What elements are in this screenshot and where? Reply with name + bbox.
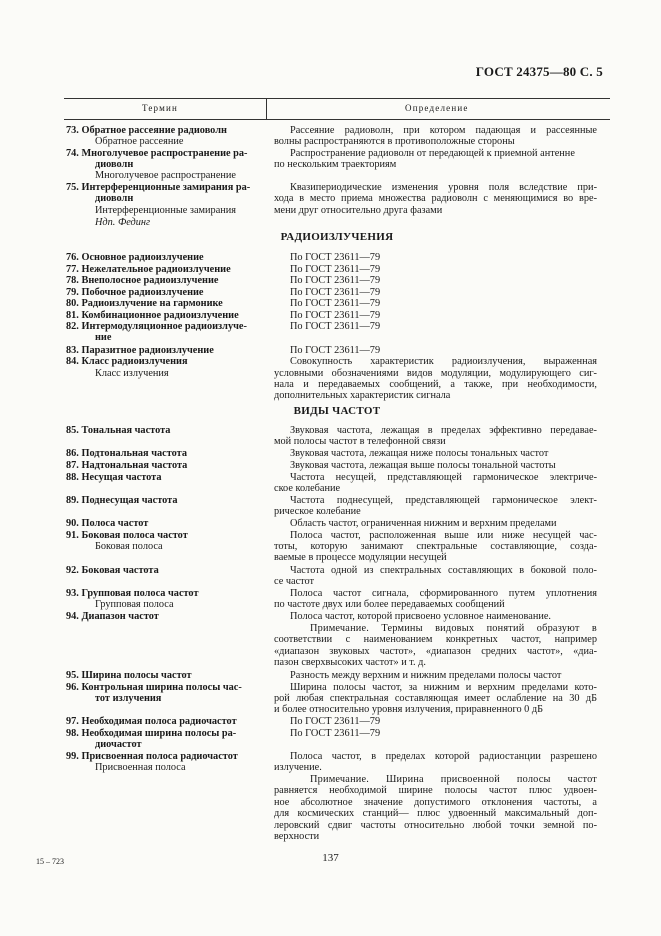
- def-80: По ГОСТ 23611—79: [290, 298, 381, 309]
- term-87: 87. Надтональная частота: [66, 460, 188, 471]
- def-78: По ГОСТ 23611—79: [290, 275, 381, 286]
- def-99-line-6: для космических станций— плюс удвоенный максимальный доп-: [274, 808, 597, 819]
- def-99-line-7: леровский сдвиг частоты относительно любой точки земной по-: [274, 820, 597, 831]
- term-80: 80. Радиоизлучение на гармонике: [66, 298, 223, 309]
- def-77: По ГОСТ 23611—79: [290, 264, 381, 275]
- term-90: 90. Полоса частот: [66, 518, 149, 529]
- column-header-term: Термин: [142, 103, 179, 113]
- column-header-definition: Определение: [405, 103, 469, 113]
- term-96-line-1: 96. Контрольная ширина полосы час-: [66, 682, 242, 693]
- term-78: 78. Внеполосное радиоизлучение: [66, 275, 219, 286]
- def-94-line-4: «диапазон звуковых частот», «диапазон средних частот», «диа-: [274, 646, 597, 657]
- def-88-line-2: ское колебание: [274, 483, 341, 494]
- def-93-line-2: по частоте двух или более передаваемых сообщений: [274, 599, 505, 610]
- def-99-line-4: равняется необходимой ширине полосы частот плюс удвоен-: [274, 785, 597, 796]
- def-82: По ГОСТ 23611—79: [290, 321, 381, 332]
- term-92: 92. Боковая частота: [66, 565, 159, 576]
- footer-code: 15 – 723: [36, 857, 64, 866]
- def-99-line-1: Полоса частот, в пределах которой радиостанции разрешено: [290, 751, 597, 762]
- def-84-line-3: нала и передаваемых сообщений, а также, при необходимости,: [274, 379, 597, 390]
- term-74-alt: Многолучевое распространение: [95, 170, 236, 181]
- def-97: По ГОСТ 23611—79: [290, 716, 381, 727]
- term-88: 88. Несущая частота: [66, 472, 162, 483]
- def-75-line-1: Квазипериодические изменения уровня поля вследствие при-: [290, 182, 597, 193]
- def-92-line-1: Частота одной из спектральных составляющих в боковой поло-: [290, 565, 597, 576]
- def-91-line-3: ваемые в процессе модуляции несущей: [274, 552, 447, 563]
- def-73-line-2: волны распространяются в противоположные стороны: [274, 136, 515, 147]
- def-85-line-1: Звуковая частота, лежащая в пределах эффективно передавае-: [290, 425, 597, 436]
- def-83: По ГОСТ 23611—79: [290, 345, 381, 356]
- def-76: По ГОСТ 23611—79: [290, 252, 381, 263]
- def-88-line-1: Частота несущей, представляющей гармоническое электриче-: [290, 472, 597, 483]
- def-93-line-1: Полоса частот сигнала, сформированного путем уплотнения: [290, 588, 597, 599]
- section-heading-radio: РАДИОИЗЛУЧЕНИЯ: [280, 231, 394, 243]
- def-98: По ГОСТ 23611—79: [290, 728, 381, 739]
- def-84-line-1: Совокупность характеристик радиоизлучения, выраженная: [290, 356, 597, 367]
- def-99-line-8: верхности: [274, 831, 320, 842]
- term-98-line-2: диочастот: [95, 739, 142, 750]
- table-column-divider: [266, 99, 267, 119]
- table-header-rule: [64, 119, 610, 120]
- term-74-line-1: 74. Многолучевое распространение ра-: [66, 148, 248, 159]
- document-header: ГОСТ 24375—80 С. 5: [475, 64, 603, 79]
- def-99-line-2: излучение.: [274, 762, 322, 773]
- def-94-line-3: соответствии с наименованием конкретных частот, например: [274, 634, 597, 645]
- def-75-line-3: мени друг относительно друга фазами: [274, 205, 443, 216]
- term-75-alt: Интерференционные замирания: [95, 205, 237, 216]
- def-92-line-2: се частот: [274, 576, 315, 587]
- term-91-alt: Боковая полоса: [95, 541, 163, 552]
- def-89-line-2: рическое колебание: [274, 506, 361, 517]
- term-99-alt: Присвоенная полоса: [95, 762, 186, 773]
- section-heading-freq: ВИДЫ ЧАСТОТ: [293, 405, 381, 417]
- def-73-line-1: Рассеяние радиоволн, при котором падающая и рассеянные: [290, 125, 597, 136]
- term-89: 89. Поднесущая частота: [66, 495, 178, 506]
- term-75-line-2: диоволн: [95, 193, 134, 204]
- term-98-line-1: 98. Необходимая ширина полосы ра-: [66, 728, 237, 739]
- page-number: 137: [322, 852, 339, 864]
- term-93-alt: Групповая полоса: [95, 599, 174, 610]
- term-74-line-2: диоволн: [95, 159, 134, 170]
- term-84-alt: Класс излучения: [95, 368, 169, 379]
- term-81: 81. Комбинационное радиоизлучение: [66, 310, 239, 321]
- def-87: Звуковая частота, лежащая выше полосы тональной частоты: [290, 460, 556, 471]
- def-89-line-1: Частота поднесущей, представляющей гармоническое элект-: [290, 495, 597, 506]
- table-top-rule: [64, 98, 610, 99]
- def-74-line-1: Распространение радиоволн от передающей к приемной антенне: [290, 148, 575, 159]
- def-99-line-5: ное абсолютное значение допустимого отклонения частоты, а: [274, 797, 597, 808]
- term-75-line-1: 75. Интерференционные замирания ра-: [66, 182, 251, 193]
- def-96-line-1: Ширина полосы частот, за нижним и верхним пределами кото-: [290, 682, 597, 693]
- def-94-line-5: пазон сверхвысоких частот» и т. д.: [274, 657, 426, 668]
- def-96-line-2: рой любая спектральная составляющая имеет ослабление на 30 дБ: [274, 693, 597, 704]
- def-91-line-2: тоты, которую занимают спектральные составляющие, созда-: [274, 541, 597, 552]
- term-73-alt: Обратное рассеяние: [95, 136, 184, 147]
- term-77: 77. Нежелательное радиоизлучение: [66, 264, 231, 275]
- def-99-note: Примечание. Ширина присвоенной полосы частот: [310, 774, 597, 785]
- def-86: Звуковая частота, лежащая ниже полосы тональных частот: [290, 448, 549, 459]
- term-91: 91. Боковая полоса частот: [66, 530, 188, 541]
- term-83: 83. Паразитное радиоизлучение: [66, 345, 214, 356]
- term-95: 95. Ширина полосы частот: [66, 670, 192, 681]
- term-84: 84. Класс радиоизлучения: [66, 356, 188, 367]
- term-94: 94. Диапазон частот: [66, 611, 159, 622]
- def-91-line-1: Полоса частот, расположенная выше или ниже несущей час-: [290, 530, 597, 541]
- term-86: 86. Подтональная частота: [66, 448, 187, 459]
- term-73: 73. Обратное рассеяние радиоволн: [66, 125, 227, 136]
- term-79: 79. Побочное радиоизлучение: [66, 287, 204, 298]
- term-82-line-2: ние: [95, 332, 112, 343]
- term-75-ndp: Ндп. Фединг: [95, 217, 151, 228]
- def-75-line-2: хода в место приема множества радиоволн с меняющимися во вре-: [274, 193, 597, 204]
- def-84-line-2: условными обозначениями видов модуляции, модулирующего сиг-: [274, 368, 597, 379]
- term-82-line-1: 82. Интермодуляционное радиоизлуче-: [66, 321, 247, 332]
- term-93: 93. Групповая полоса частот: [66, 588, 199, 599]
- def-85-line-2: мой полосы частот в телефонной связи: [274, 436, 446, 447]
- def-94-note: Примечание. Термины видовых понятий образуют в: [310, 623, 597, 634]
- def-95: Разность между верхним и нижним пределами полосы частот: [290, 670, 562, 681]
- term-85: 85. Тональная частота: [66, 425, 171, 436]
- def-79: По ГОСТ 23611—79: [290, 287, 381, 298]
- def-96-line-3: и более относительно уровня излучения, приравненного 0 дБ: [274, 704, 544, 715]
- term-97: 97. Необходимая полоса радиочастот: [66, 716, 237, 727]
- term-76: 76. Основное радиоизлучение: [66, 252, 204, 263]
- def-90: Область частот, ограниченная нижним и верхним пределами: [290, 518, 557, 529]
- term-96-line-2: тот излучения: [95, 693, 162, 704]
- def-74-line-2: по нескольким траекториям: [274, 159, 397, 170]
- def-81: По ГОСТ 23611—79: [290, 310, 381, 321]
- term-99: 99. Присвоенная полоса радиочастот: [66, 751, 238, 762]
- def-94-line-1: Полоса частот, которой присвоено условное наименование.: [290, 611, 551, 622]
- def-84-line-4: дополнительных характеристик сигнала: [274, 390, 451, 401]
